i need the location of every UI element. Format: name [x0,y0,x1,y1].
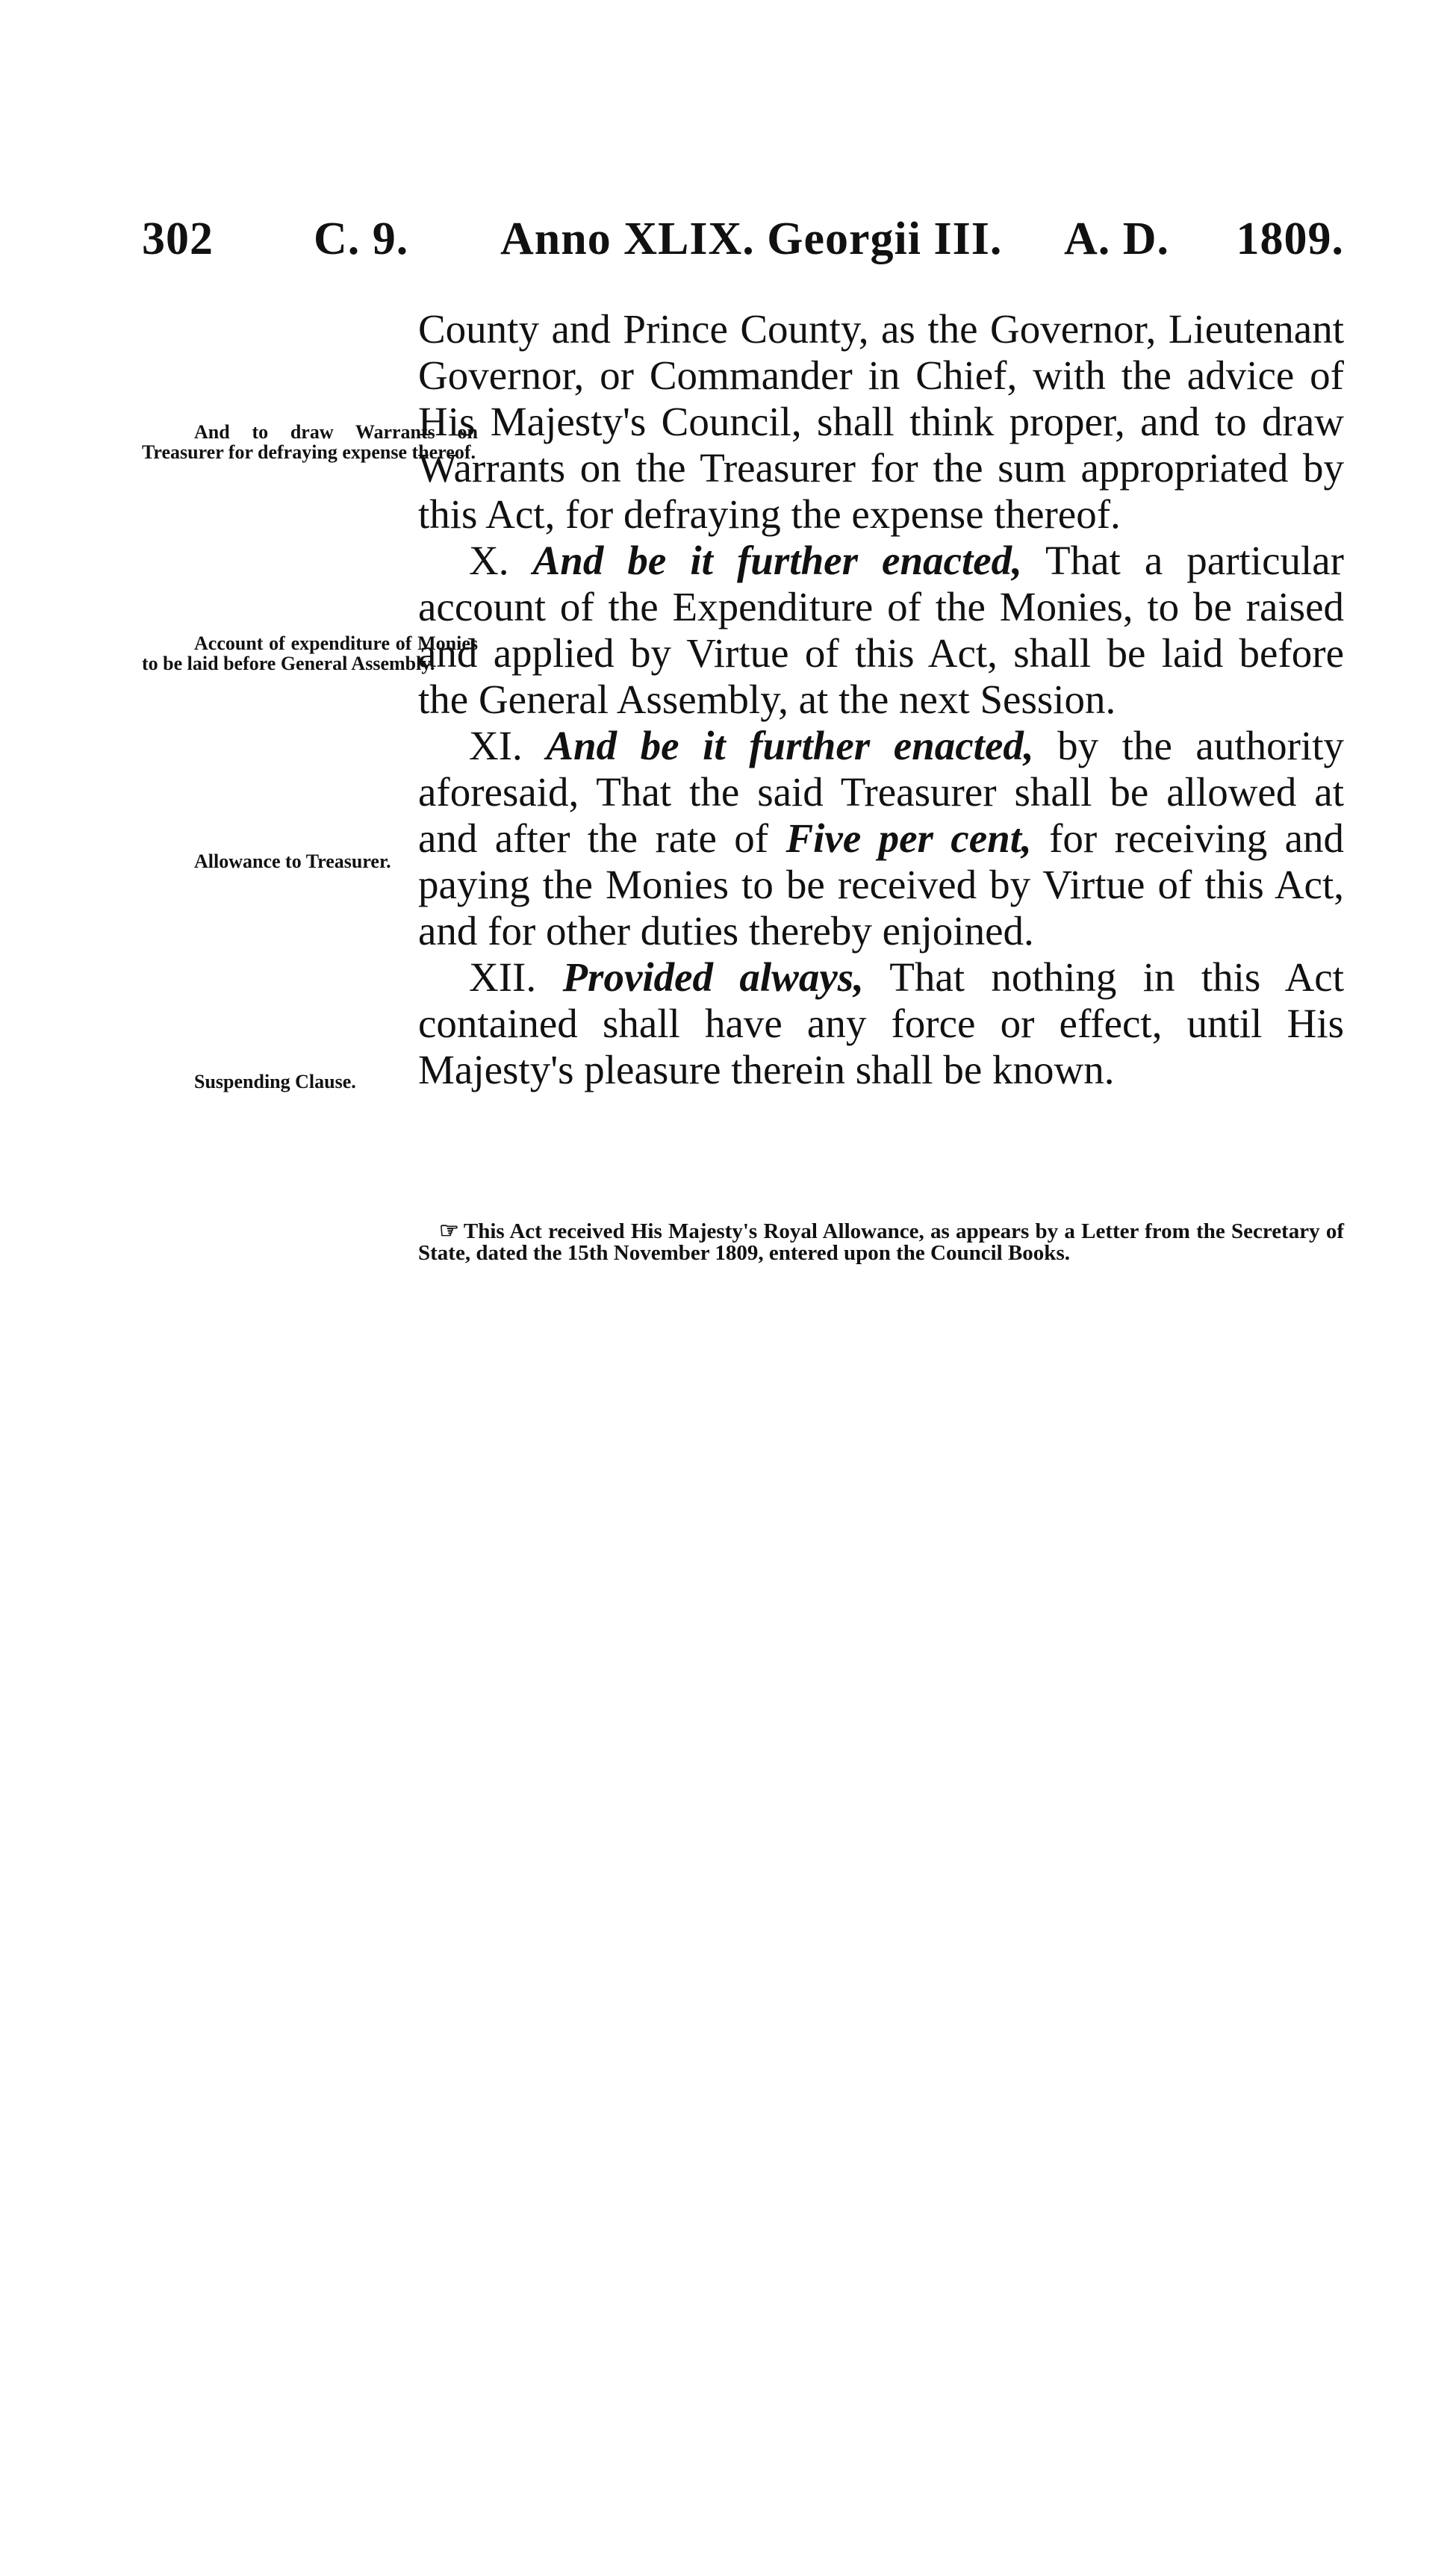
margin-note-allowance: Allowance to Treasurer. [194,850,391,872]
section-text: That nothing in this Act contained shall have any force or effect, until His Majesty's pleasure therein shall be known. [418,954,1344,1092]
margin-note-account: Account of expenditure of Monies to be laid before General Assembly. [142,632,478,674]
section-text: for receiving and paying the Monies to be received by Virtue of this Act, and for other duties thereby enjoined. [418,815,1345,954]
royal-allowance-note [418,1220,1344,1264]
regnal-year: Anno XLIX. Georgii III. [500,214,1003,264]
chapter-number: C. 9. [314,214,409,264]
proviso-phrase: Provided always, [562,954,864,1000]
main-text [418,306,1344,1093]
margin-note-suspending: Suspending Clause. [194,1071,356,1092]
section-number: XI. [469,723,523,768]
rate-phrase: Five per cent, [785,815,1032,861]
enacting-phrase: And be it further enacted, [532,538,1022,583]
section-number: XII. [469,954,537,1000]
margin-note-warrants: And to draw Warrants on Treasurer for defraying expense thereof. [142,421,478,463]
section-xii [418,954,1344,1093]
section-text: That a particular account of the Expenditure of the Monies, to be raised and applied by Virtue of this Act, shall be laid before the General Assembly, at the next Session. [418,538,1344,722]
running-header [142,213,1344,273]
paragraph-continued: County and Prince County, as the Governor, Lieutenant Governor, or Commander in Chief, with the advice of His Majesty's Council, shall think proper, and to draw Warrants on the Treasurer for the sum appropriated by this Act, for defraying the expense thereof. [418,306,1344,537]
year: 1809. [1236,214,1344,264]
section-number: X. [469,538,509,583]
section-xi [418,723,1344,954]
page-number: 302 [142,214,214,264]
section-text: by the authority aforesaid, That the said Treasurer shall be allowed at and after the rate of [418,723,1345,861]
pointing-hand-icon: ☞ [439,1219,459,1243]
anno-domini: A. D. [1064,214,1170,264]
royal-allowance-text: This Act received His Majesty's Royal Allowance, as appears by a Letter from the Secretary of State, dated the 15th November 1809, entered upon the Council Books. [418,1219,1344,1265]
enacting-phrase: And be it further enacted, [546,723,1034,768]
section-x [418,538,1344,723]
